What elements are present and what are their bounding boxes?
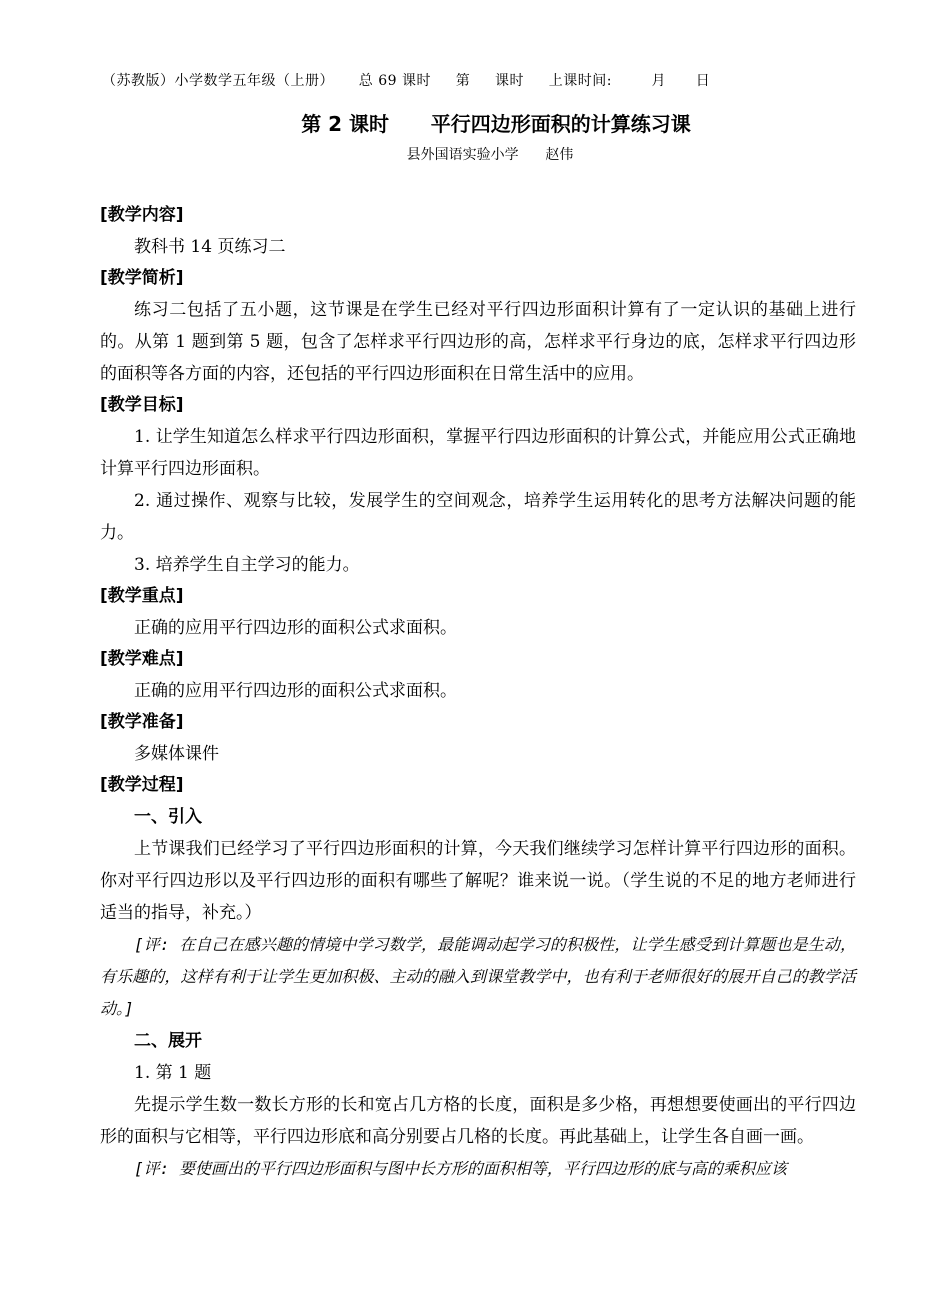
preparation-text: 多媒体课件 <box>134 744 219 764</box>
process-item1-text: 先提示学生数一数长方形的长和宽占几方格的长度，面积是多少格，再想想要使画出的平行四边形的面积与它相等，平行四边形底和高分别要占几格的长度。再此基础上，让学生各自画一画。 <box>100 1095 856 1147</box>
content-text: 教科书 14 页练习二 <box>134 237 286 257</box>
goal-item: 1. 让学生知道怎么样求平行四边形面积，掌握平行四边形面积的计算公式，并能应用公式正确地计算平行四边形面积。 <box>100 427 856 479</box>
section-heading-preparation: [教学准备] <box>100 712 184 732</box>
process-part2-heading: 二、展开 <box>134 1031 202 1051</box>
lesson-body <box>100 200 856 1185</box>
process-item1-comment: [评: 要使画出的平行四边形面积与图中长方形的面积相等，平行四边形的底与高的乘积应该 <box>134 1159 787 1178</box>
process-part1-comment: [评: 在自己在感兴趣的情境中学习数学，最能调动起学习的积极性，让学生感受到计算题也是生动，有乐趣的，这样有利于让学生更加积极、主动的融入到课堂教学中，也有利于老师很好的展开自己的教学活动。] <box>100 935 856 1018</box>
process-item1-heading: 1. 第 1 题 <box>134 1063 212 1083</box>
page-title: 第 2 课时 平行四边形面积的计算练习课 <box>301 112 691 136</box>
section-heading-analysis: [教学简析] <box>100 268 184 288</box>
analysis-text: 练习二包括了五小题，这节课是在学生已经对平行四边形面积计算有了一定认识的基础上进行的。从第 1 题到第 5 题，包含了怎样求平行四边形的高，怎样求平行身边的底，怎样求平行四边形的面积等各方面的内容，还包括的平行四边形面积在日常生活中的应用。 <box>100 300 856 384</box>
author-line: 县外国语实验小学 赵伟 <box>406 147 574 163</box>
section-heading-difficulties: [教学难点] <box>100 649 184 669</box>
goal-item: 3. 培养学生自主学习的能力。 <box>134 555 360 575</box>
section-heading-key-points: [教学重点] <box>100 586 184 606</box>
process-part1-heading: 一、引入 <box>134 807 202 827</box>
difficulties-text: 正确的应用平行四边形的面积公式求面积。 <box>134 681 457 701</box>
section-heading-process: [教学过程] <box>100 775 184 795</box>
process-part1-text: 上节课我们已经学习了平行四边形面积的计算，今天我们继续学习怎样计算平行四边形的面积。你对平行四边形以及平行四边形的面积有哪些了解呢？谁来说一说。（学生说的不足的地方老师进行适当的指导，补充。） <box>100 839 856 923</box>
goal-item: 2. 通过操作、观察与比较，发展学生的空间观念，培养学生运用转化的思考方法解决问题的能力。 <box>100 491 856 543</box>
section-heading-goals: [教学目标] <box>100 395 184 415</box>
section-heading-content: [教学内容] <box>100 205 184 225</box>
header-meta-line: （苏教版）小学数学五年级（上册） 总 69 课时 第 课时 上课时间: 月 日 <box>102 73 711 89</box>
key-points-text: 正确的应用平行四边形的面积公式求面积。 <box>134 618 457 638</box>
